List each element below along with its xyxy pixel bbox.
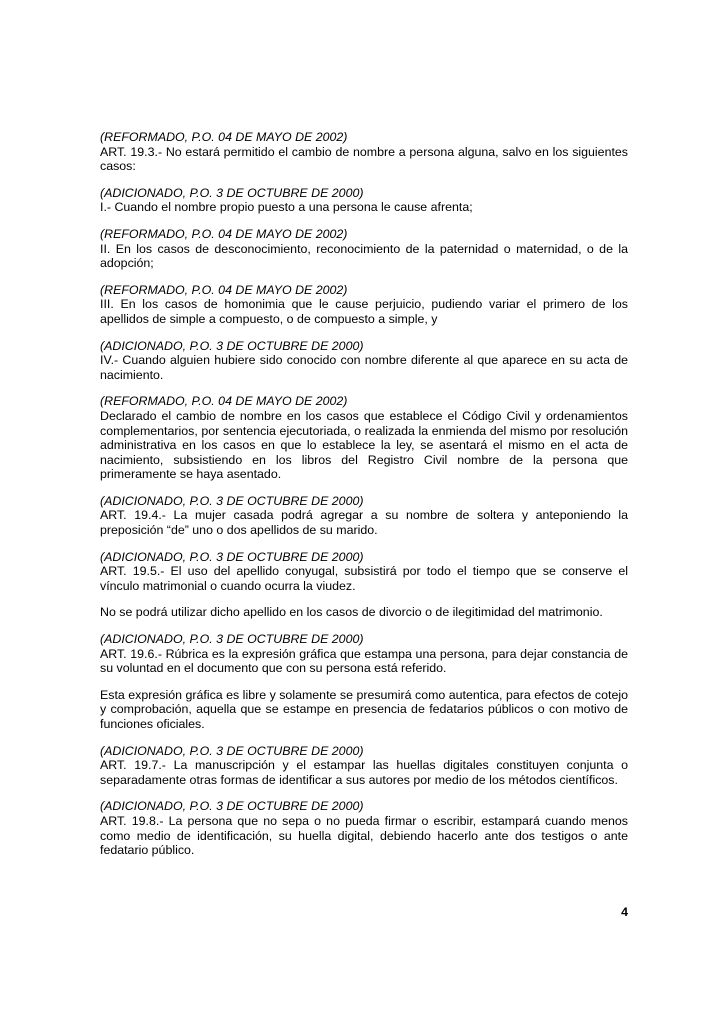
article-19-3-block (100, 130, 628, 174)
paragraph-text: ART. 19.6.- Rúbrica es la expresión gráfica que estampa una persona, para dejar constancia de su voluntad en el documento que con su persona está referido. (100, 646, 628, 676)
fraction-iv-block (100, 339, 628, 383)
graphic-expression-block (100, 688, 628, 732)
fraction-i-block (100, 186, 628, 215)
divorce-clause-block (100, 605, 628, 620)
amendment-note: (ADICIONADO, P.O. 3 DE OCTUBRE DE 2000) (100, 185, 364, 200)
paragraph-text: Declarado el cambio de nombre en los casos que establece el Código Civil y ordenamientos complementarios, por sentencia ejecutoriada, o realizada la enmienda del mismo por resolución administrativa en los casos en que lo establece la ley, se asentará el mismo en el acta de nacimiento, subsistiendo en los libros del Registro Civil nombre de la persona que primeramente se haya asentado. (100, 408, 628, 482)
paragraph-text: ART. 19.4.- La mujer casada podrá agregar a su nombre de soltera y anteponiendo la preposición “de” uno o dos apellidos de su marido. (100, 508, 628, 538)
amendment-note: (ADICIONADO, P.O. 3 DE OCTUBRE DE 2000) (100, 338, 364, 353)
paragraph-text: IV.- Cuando alguien hubiere sido conocido con nombre diferente al que aparece en su acta de nacimiento. (100, 353, 628, 382)
amendment-note: (ADICIONADO, P.O. 3 DE OCTUBRE DE 2000) (100, 549, 364, 564)
paragraph-text: II. En los casos de desconocimiento, reconocimiento de la paternidad o maternidad, o de la adopción; (100, 241, 628, 271)
amendment-note: (REFORMADO, P.O. 04 DE MAYO DE 2002) (100, 394, 348, 409)
name-change-declaration-block (100, 394, 628, 482)
amendment-note: (ADICIONADO, P.O. 3 DE OCTUBRE DE 2000) (100, 743, 364, 758)
amendment-note: (REFORMADO, P.O. 04 DE MAYO DE 2002) (100, 130, 348, 144)
amendment-note: (REFORMADO, P.O. 04 DE MAYO DE 2002) (100, 226, 348, 241)
document-body (100, 130, 628, 870)
fraction-ii-block (100, 227, 628, 271)
amendment-note: (ADICIONADO, P.O. 3 DE OCTUBRE DE 2000) (100, 632, 364, 647)
paragraph-text: III. En los casos de homonimia que le cause perjuicio, pudiendo variar el primero de los apellidos de simple a compuesto, o de compuesto a simple, y (100, 297, 628, 326)
paragraph-text: ART. 19.3.- No estará permitido el cambio de nombre a persona alguna, salvo en los siguientes casos: (100, 144, 628, 174)
article-19-8-block (100, 799, 628, 857)
paragraph-text: ART. 19.7.- La manuscripción y el estampar las huellas digitales constituyen conjunta o separadamente otras formas de identificar a sus autores por medio de los métodos científicos. (100, 758, 628, 787)
paragraph-text: No se podrá utilizar dicho apellido en los casos de divorcio o de ilegitimidad del matrimonio. (100, 605, 603, 620)
page-number: 4 (621, 905, 628, 919)
paragraph-text: ART. 19.8.- La persona que no sepa o no pueda firmar o escribir, estampará cuando menos como medio de identificación, su huella digital, debiendo hacerlo ante dos testigos o ante fedatario público. (100, 813, 628, 858)
amendment-note: (REFORMADO, P.O. 04 DE MAYO DE 2002) (100, 282, 348, 297)
amendment-note: (ADICIONADO, P.O. 3 DE OCTUBRE DE 2000) (100, 799, 364, 814)
paragraph-text: I.- Cuando el nombre propio puesto a una persona le cause afrenta; (100, 200, 473, 215)
paragraph-text: ART. 19.5.- El uso del apellido conyugal, subsistirá por todo el tiempo que se conserve el vínculo matrimonial o cuando ocurra la viudez. (100, 564, 628, 593)
fraction-iii-block (100, 283, 628, 327)
article-19-5-block (100, 550, 628, 594)
amendment-note: (ADICIONADO, P.O. 3 DE OCTUBRE DE 2000) (100, 493, 364, 508)
article-19-4-block (100, 494, 628, 538)
paragraph-text: Esta expresión gráfica es libre y solamente se presumirá como autentica, para efectos de cotejo y comprobación, aquella que se estampe en presencia de fedatarios públicos o con motivo de funciones oficiales. (100, 687, 628, 731)
article-19-7-block (100, 744, 628, 788)
article-19-6-block (100, 632, 628, 676)
